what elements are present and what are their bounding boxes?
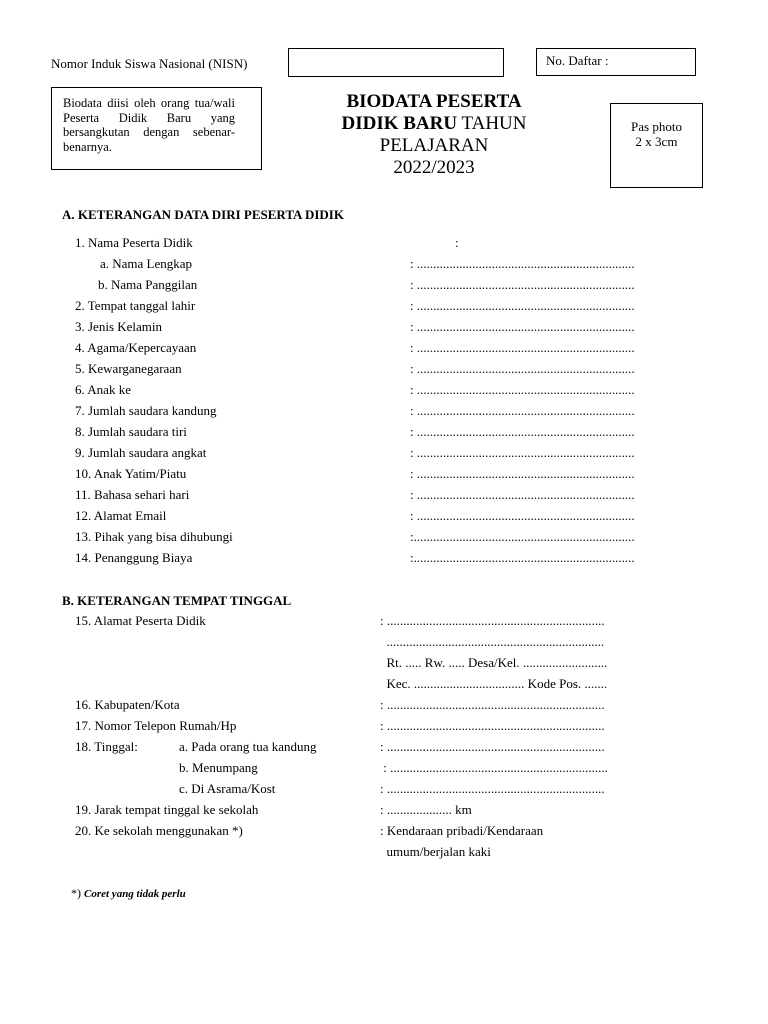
section-b-label: 16. Kabupaten/Kota xyxy=(75,697,180,712)
photo-label-1: Pas photo xyxy=(631,119,682,134)
footnote-text: Coret yang tidak perlu xyxy=(84,888,186,900)
section-a-label: b. Nama Panggilan xyxy=(98,277,198,292)
section-a-label: 7. Jumlah saudara kandung xyxy=(75,403,217,418)
section-a-field[interactable]: : ................................................................... xyxy=(410,256,635,271)
section-b-sublabel: c. Di Asrama/Kost xyxy=(179,781,276,796)
section-b-field[interactable]: : ................................................................... xyxy=(380,697,605,712)
section-b-label: 19. Jarak tempat tinggal ke sekolah xyxy=(75,802,259,817)
section-b-label: 20. Ke sekolah menggunakan *) xyxy=(75,823,243,838)
section-a-field[interactable]: : ................................................................... xyxy=(410,277,635,292)
nisn-label: Nomor Induk Siswa Nasional (NISN) xyxy=(51,56,248,71)
section-b-field[interactable]: : ................................................................... xyxy=(380,760,608,775)
title-line-3: PELAJARAN xyxy=(379,135,489,156)
no-daftar-label: No. Daftar : xyxy=(546,53,609,68)
section-a-label: 10. Anak Yatim/Piatu xyxy=(75,466,187,481)
section-a-field[interactable]: : ................................................................... xyxy=(410,508,635,523)
section-a-field[interactable]: : ................................................................... xyxy=(410,445,635,460)
section-b-title: B. KETERANGAN TEMPAT TINGGAL xyxy=(62,593,292,608)
section-a-label: 8. Jumlah saudara tiri xyxy=(75,424,187,439)
section-a-label: 9. Jumlah saudara angkat xyxy=(75,445,207,460)
section-a-title: A. KETERANGAN DATA DIRI PESERTA DIDIK xyxy=(62,207,344,222)
section-a-field[interactable]: : ................................................................... xyxy=(410,319,635,334)
footnote xyxy=(71,886,186,901)
section-a-field[interactable]: : xyxy=(455,235,459,250)
title-line-2-rest: TAHUN xyxy=(457,113,527,134)
no-daftar-box[interactable] xyxy=(536,48,696,76)
photo-label-2: 2 x 3cm xyxy=(635,134,678,149)
section-a-label: 14. Penanggung Biaya xyxy=(75,550,193,565)
footnote-mark: *) xyxy=(71,886,81,900)
section-b-field[interactable]: Kec. .................................. Kode Pos. ....... xyxy=(380,676,608,691)
section-a-field[interactable]: : ................................................................... xyxy=(410,487,635,502)
section-a-field[interactable]: : ................................................................... xyxy=(410,466,635,481)
section-b-field[interactable]: : ................................................................... xyxy=(380,781,605,796)
section-a-label: 3. Jenis Kelamin xyxy=(75,319,163,334)
section-a-label: 6. Anak ke xyxy=(75,382,131,397)
section-a-field[interactable]: :.................................................................... xyxy=(410,529,635,544)
section-a-label: 11. Bahasa sehari hari xyxy=(75,487,190,502)
section-b-field[interactable]: : ................................................................... xyxy=(380,613,605,628)
title-line-1: BIODATA PESERTA xyxy=(346,91,522,112)
section-a-field[interactable]: : ................................................................... xyxy=(410,340,635,355)
section-a-field[interactable]: : ................................................................... xyxy=(410,424,635,439)
section-a-label: 12. Alamat Email xyxy=(75,508,167,523)
section-b-field[interactable]: : ................................................................... xyxy=(380,739,605,754)
section-b-label: 17. Nomor Telepon Rumah/Hp xyxy=(75,718,237,733)
section-a-label: 2. Tempat tanggal lahir xyxy=(75,298,196,313)
section-a-label: 5. Kewarganegaraan xyxy=(75,361,182,376)
instruction-note-box xyxy=(51,87,262,170)
nisn-input-box[interactable] xyxy=(288,48,504,77)
section-b-field[interactable]: : ................................................................... xyxy=(380,718,605,733)
instruction-note: Biodata diisi oleh orang tua/wali Peserta Didik Baru yang bersangkutan dengan sebenar-benarnya. xyxy=(63,96,235,154)
section-a-field[interactable]: : ................................................................... xyxy=(410,403,635,418)
section-a-field[interactable]: : ................................................................... xyxy=(410,361,635,376)
section-b-label: 15. Alamat Peserta Didik xyxy=(75,613,206,628)
title-line-4: 2022/2023 xyxy=(393,157,475,178)
section-a-label: 1. Nama Peserta Didik xyxy=(75,235,193,250)
section-a-field[interactable]: : ................................................................... xyxy=(410,382,635,397)
section-b-sublabel: b. Menumpang xyxy=(179,760,258,775)
section-b-field[interactable]: Rt. ..... Rw. ..... Desa/Kel. .......................... xyxy=(380,655,608,670)
section-b-label: 18. Tinggal: xyxy=(75,739,138,754)
section-a-label: 13. Pihak yang bisa dihubungi xyxy=(75,529,233,544)
section-a-field[interactable]: :.................................................................... xyxy=(410,550,635,565)
section-b-field[interactable]: ................................................................... xyxy=(380,634,605,649)
photo-box xyxy=(610,103,703,188)
section-b-field[interactable]: umum/berjalan kaki xyxy=(380,844,491,859)
section-a-label: 4. Agama/Kepercayaan xyxy=(75,340,197,355)
section-a-field[interactable]: : ................................................................... xyxy=(410,298,635,313)
section-b-sublabel: a. Pada orang tua kandung xyxy=(179,739,317,754)
title-line-2-bold: DIDIK BARU xyxy=(341,113,458,134)
section-a-label: a. Nama Lengkap xyxy=(100,256,193,271)
page-title xyxy=(310,91,558,179)
section-b-field[interactable]: : .................... km xyxy=(380,802,472,817)
section-b-field[interactable]: : Kendaraan pribadi/Kendaraan xyxy=(380,823,544,838)
